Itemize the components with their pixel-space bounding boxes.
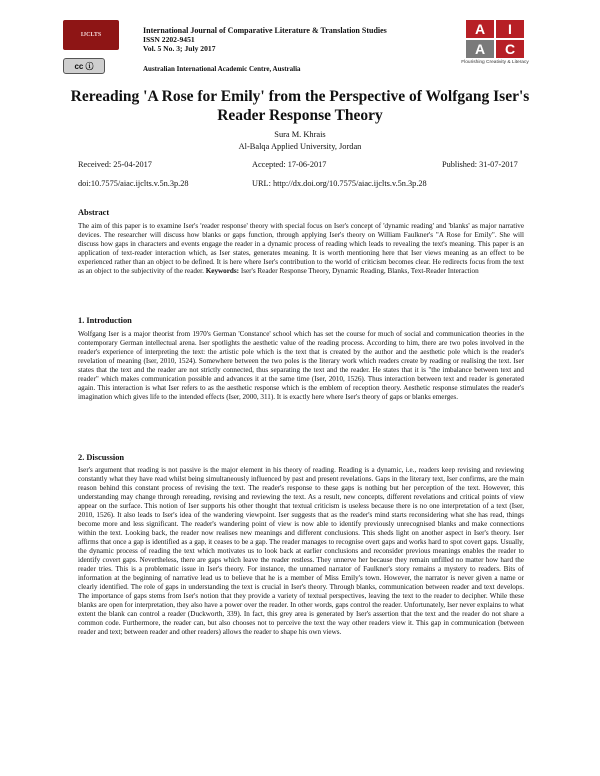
introduction-text: Wolfgang Iser is a major theorist from 1970's German 'Constance' school which has set the course for much of social and communication theories in the contemporary German intellectual arena. Iser spotlights the aesthetic value of the reading process. According to him, there are two poles involved in the reader's experience of interpreting the text: the artistic pole which is the text that is created by the author and the aesthetic pole which is the reader's revelation of meaning (Iser, 2010, 1524). Somewhere between the two poles is the literary work which readers create by reading or realising the text. Iser states that the text and the reader are not strictly connected, thus separating the text and the reader. He states that it is "the imbalance between text and reader" which makes communication possible and advances it at the same time (Iser, 2010, 1526). Thus interaction between text and reader is generated again. This interaction is what Iser refers to as the aesthetic response which is the emblem of reception theory. Aesthetic response stimulates the reader's imagination which gives life to the intended effects (Iser, 2000, 311). It is exactly here where Iser's theory of gaps or blanks emerges. — [78, 330, 524, 401]
aiac-logo-letter: I — [496, 20, 524, 38]
discussion-text: Iser's argument that reading is not passive is the major element in his theory of reading. Reading is a dynamic, i.e., readers keep revising and reviewing constantly what they have read whilst being simultaneously influenced by past and present revelations. Gaps in the literary text, Iser confirms, are the main reason behind this constant process of revising the text. The reader's response to these gaps is nothing but her perception of the text. However, this understanding may change through rereading, revising and reviewing the text. As a result, new concepts, different revelations and critical points of view appear on the surface. This notion of Iser supports his other thought that textual criticism is useless because there is no one interpretation of a text (Iser, 2010, 1526). It also leads to Iser's idea of the wandering viewpoint. Iser suggests that as the reader's mind starts reconsidering what she has read, things become more and less significant. The reader's wandering point of view is now able to identify previously unrecognised blanks and make connections within the text. Looking back, the reader now realises new meanings and different conclusions. This sheds light on another aspect in Iser's theory. Iser affirms that once a gap is identified as a gap, it ceases to be a gap. The reader manages to recognise overt gaps and works hard to spot covert gaps. Usually, the dynamic process of reading the text which motivates us to look back at earlier conclusions and reconsider previous meanings enables the reader to identify covert gaps. Nevertheless, there are gaps which leave the reader restless. They unnerve her because they remain unfilled no matter how hard the reader tries. This is a problematic issue in Iser's theory. For instance, the unnamed narrator of Faulkner's story remains a mystery to readers. Bits of information at the beginning of narrative lead us to believe that he is a member of Miss Emily's town. However, the narrator is never given a name or clearly identified. The role of gaps in understanding the text is crucial in Iser's theory. Through blanks, communication between reader and text develops. The importance of gaps stems from Iser's notion that they provide a variety of textual perspectives, leaving the text to the reader to decipher. While these blanks are open for interpretation, they also have a power over the reader. In other words, gaps control the reader. Unfortunately, Iser never explains to what extent the blank can control a reader (Duckworth, 339). In fact, this grey area is generated by Iser's assertion that the text and the reader do not share a common code. Furthermore, the reader can, but also chooses not to perceive the text the way other readers view it. This gap in communication (between reader and text; between reader and other readers) allows the reader to shape his own views. — [78, 466, 524, 636]
journal-logo: IJCLTS — [63, 20, 119, 50]
aiac-logo-letter: A — [466, 20, 494, 38]
article-title: Rereading 'A Rose for Emily' from the Perspective of Wolfgang Iser's Reader Response Theory — [70, 88, 530, 124]
creative-commons-badge[interactable]: cc ⓘ — [63, 58, 105, 74]
author-block — [60, 129, 540, 152]
journal-volume: Vol. 5 No. 3; July 2017 — [143, 44, 216, 54]
aiac-tagline: Flourishing Creativity & Literacy — [461, 60, 529, 65]
author-affiliation: Al-Balqa Applied University, Jordan — [238, 141, 362, 151]
aiac-logo-letter: C — [496, 40, 524, 58]
journal-issn: ISSN 2202-9451 — [143, 35, 195, 45]
section-heading-introduction: 1. Introduction — [78, 316, 132, 325]
aiac-logo — [466, 20, 524, 58]
url-link[interactable]: URL: http://dx.doi.org/10.7575/aiac.ijclts.v.5n.3p.28 — [252, 179, 427, 188]
received-date: Received: 25-04-2017 — [78, 160, 152, 169]
accepted-date: Accepted: 17-06-2017 — [252, 160, 327, 169]
author-name: Sura M. Khrais — [274, 130, 326, 139]
abstract-text: The aim of this paper is to examine Iser's 'reader response' theory with special focus on Iser's concept of 'dynamic reading' and 'blanks' as major narrative devices. The researcher will discuss how blanks or gaps function, through applying Iser's theory on William Faulkner's "A Rose for Emily". She will discuss how gaps in characters and events engage the reader in a dynamic process of reading which leads to revealing the text's meaning. This paper is an application of text-reader interaction which, as Iser states, generates meaning. It is worth mentioning here that Iser views meaning as an effect to be experienced rather than an object to be defined. It is here where Iser's contribution to the world of criticism becomes clear. He redirects focus from the text as an object to the subjectivity of the reader. Keywords: Iser's Reader Response Theory, Dynamic Reading, Blanks, Text-Reader Interaction — [78, 222, 524, 275]
publisher-name: Australian International Academic Centre, Australia — [143, 65, 301, 73]
doi-link[interactable]: doi:10.7575/aiac.ijclts.v.5n.3p.28 — [78, 179, 189, 188]
aiac-logo-letter: A — [466, 40, 494, 58]
journal-info — [143, 26, 387, 54]
published-date: Published: 31-07-2017 — [442, 160, 518, 169]
abstract-heading: Abstract — [78, 208, 110, 217]
section-heading-discussion: 2. Discussion — [78, 453, 125, 462]
journal-name: International Journal of Comparative Literature & Translation Studies — [143, 26, 387, 35]
